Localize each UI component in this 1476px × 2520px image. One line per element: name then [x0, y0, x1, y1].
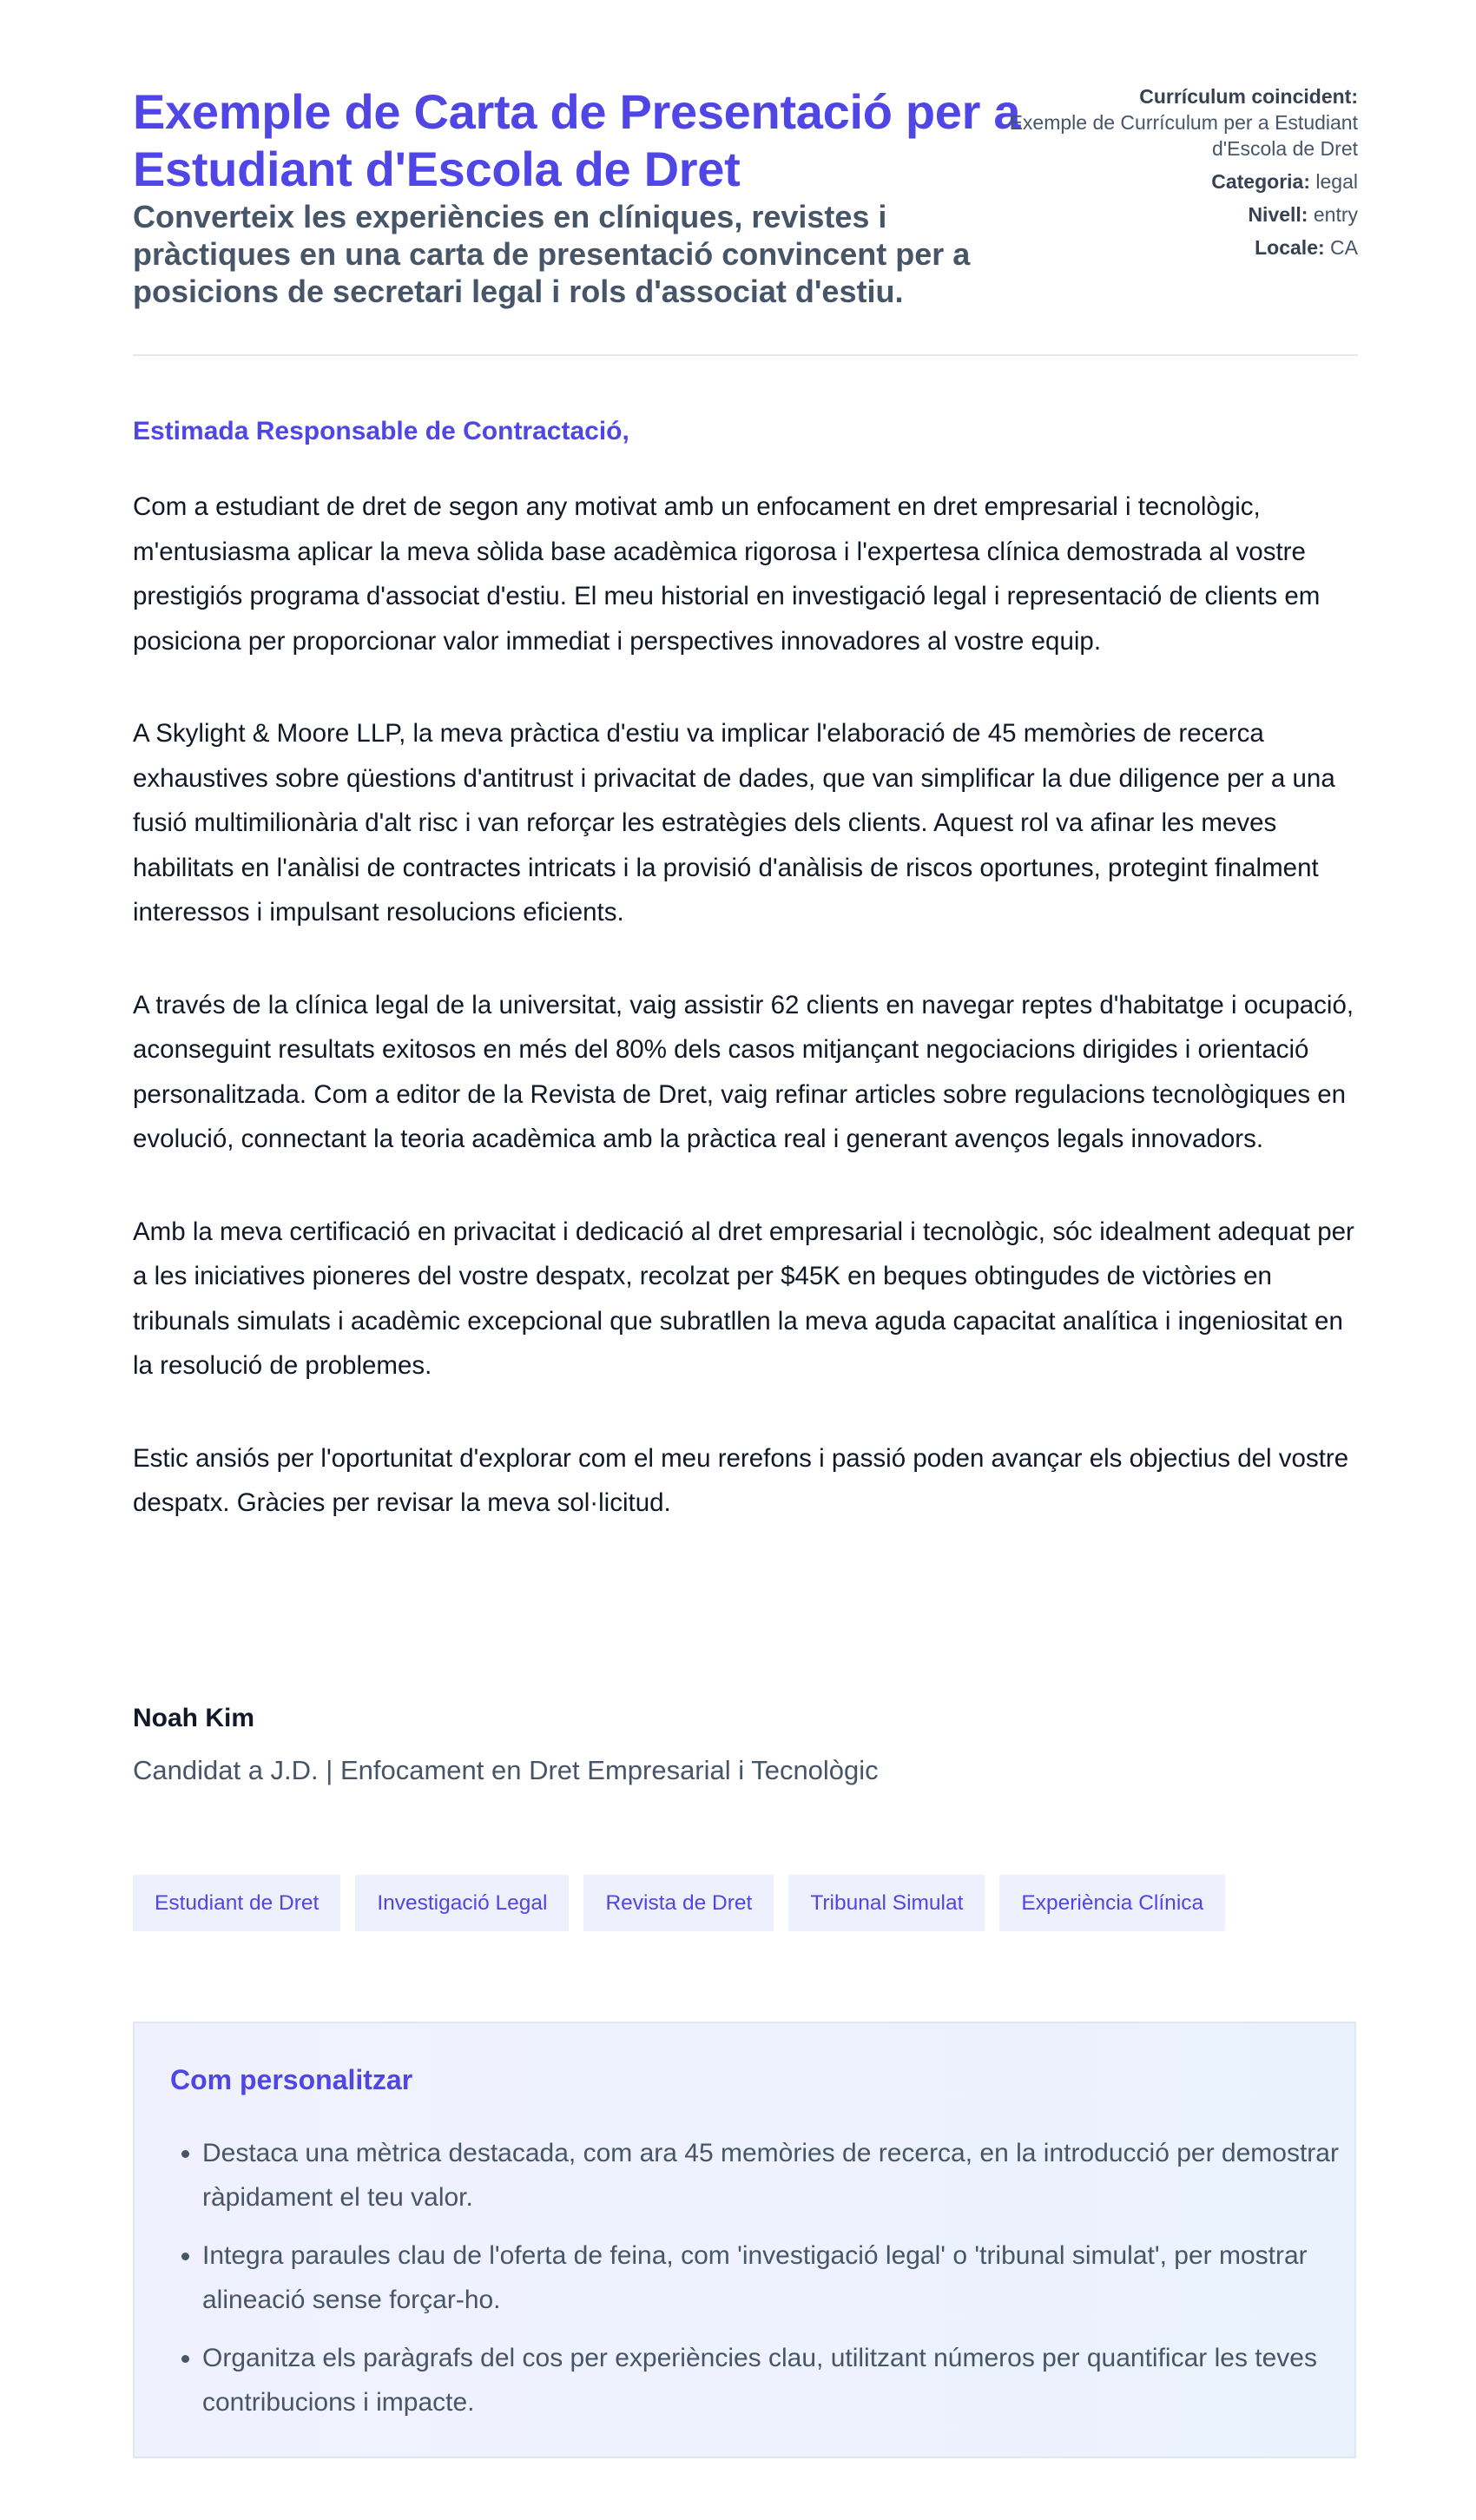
meta-category [993, 168, 1358, 195]
page-header [133, 83, 1358, 355]
cover-letter-page [133, 83, 1358, 2417]
meta-resume [993, 83, 1358, 162]
tip-item: • Destaca una mètrica destacada, com ara 45 memòries de recerca, en la introducció per demostrar ràpidament el teu valor. [202, 2131, 1357, 2220]
tag-chip: Tribunal Simulat [788, 1875, 985, 1931]
meta-resume-value: Exemple de Currículum per a Estudiant d'Escola de Dret [1009, 111, 1358, 160]
signature-title: Candidat a J.D. | Enfocament en Dret Empresarial i Tecnològic [133, 1755, 879, 1785]
page-subtitle: Converteix les experiències en clíniques, revistes i pràctiques en una carta de presentació convincent per a posicions de secretari legal i rols d'associat d'estiu. [133, 199, 971, 309]
letter-paragraph: Com a estudiant de dret de segon any motivat amb un enfocament en dret empresarial i tecnològic, m'entusiasma aplicar la meva sòlida base acadèmica rigorosa i l'expertesa clínica demostrada al vostre prestigiós programa d'associat d'estiu. El meu historial en investigació legal i representació de clients em posiciona per proporcionar valor immediat i perspectives innovadores al vostre equip. [133, 492, 1321, 656]
meta-locale-value: CA [1330, 236, 1358, 259]
meta-locale [993, 234, 1358, 261]
tag-chip: Experiència Clínica [999, 1875, 1225, 1931]
metadata-panel [993, 83, 1358, 261]
signature-name: Noah Kim [133, 1704, 255, 1732]
tag-chip: Revista de Dret [583, 1875, 774, 1931]
meta-resume-label: Currículum coincident: [1139, 85, 1358, 108]
tips-list [169, 2131, 1357, 2438]
meta-category-value: legal [1315, 170, 1358, 193]
meta-locale-label: Locale: [1255, 236, 1325, 259]
tag-chip: Investigació Legal [355, 1875, 569, 1931]
tips-title: Com personalitzar [170, 2064, 413, 2095]
letter-paragraph: A través de la clínica legal de la universitat, vaig assistir 62 clients en navegar reptes d'habitatge i ocupació, aconseguint resultats exitosos en més del 80% dels casos mitjançant negociacions dirigides i orientació personalitzada. Com a editor de la Revista de Dret, vaig refinar articles sobre regulacions tecnològiques en evolució, connectant la teoria acadèmica amb la pràctica real i generant avenços legals innovadors. [133, 990, 1354, 1153]
page-title: Exemple de Carta de Presentació per a Estudiant d'Escola de Dret [133, 84, 1021, 196]
tag-list [133, 1875, 1225, 1931]
letter-salutation: Estimada Responsable de Contractació, [133, 417, 629, 445]
letter-paragraph: Amb la meva certificació en privacitat i dedicació al dret empresarial i tecnològic, sóc idealment adequat per a les iniciatives pioneres del vostre despatx, recolzat per $45K en beques obtingudes de victòries en tribunals simulats i acadèmic excepcional que subratllen la meva aguda capacitat analítica i ingeniositat en la resolució de problemes. [133, 1217, 1354, 1380]
letter-paragraph: A Skylight & Moore LLP, la meva pràctica d'estiu va implicar l'elaboració de 45 memòries de recerca exhaustives sobre qüestions d'antitrust i privacitat de dades, que van simplificar la due diligence per a una fusió multimilionària d'alt risc i van reforçar les estratègies dels clients. Aquest rol va afinar les meves habilitats en l'anàlisi de contractes intricats i la provisió d'anàlisis de riscos oportunes, protegint finalment interessos i impulsant resolucions eficients. [133, 719, 1335, 927]
meta-level [993, 201, 1358, 228]
letter-body [133, 485, 1358, 1573]
header-divider [133, 354, 1358, 356]
meta-level-value: entry [1313, 203, 1358, 226]
meta-category-label: Categoria: [1211, 170, 1310, 193]
tag-chip: Estudiant de Dret [133, 1875, 340, 1931]
customization-tips-box [133, 2022, 1356, 2458]
tip-item: • Integra paraules clau de l'oferta de feina, com 'investigació legal' o 'tribunal simulat', per mostrar alineació sense forçar-ho. [202, 2233, 1357, 2322]
tip-item: • Organitza els paràgrafs del cos per experiències clau, utilitzant números per quantificar les teves contribucions i impacte. [202, 2336, 1357, 2424]
meta-level-label: Nivell: [1248, 203, 1308, 226]
letter-paragraph: Estic ansiós per l'oportunitat d'explorar com el meu rerefons i passió poden avançar els objectius del vostre despatx. Gràcies per revisar la meva sol·licitud. [133, 1443, 1349, 1517]
